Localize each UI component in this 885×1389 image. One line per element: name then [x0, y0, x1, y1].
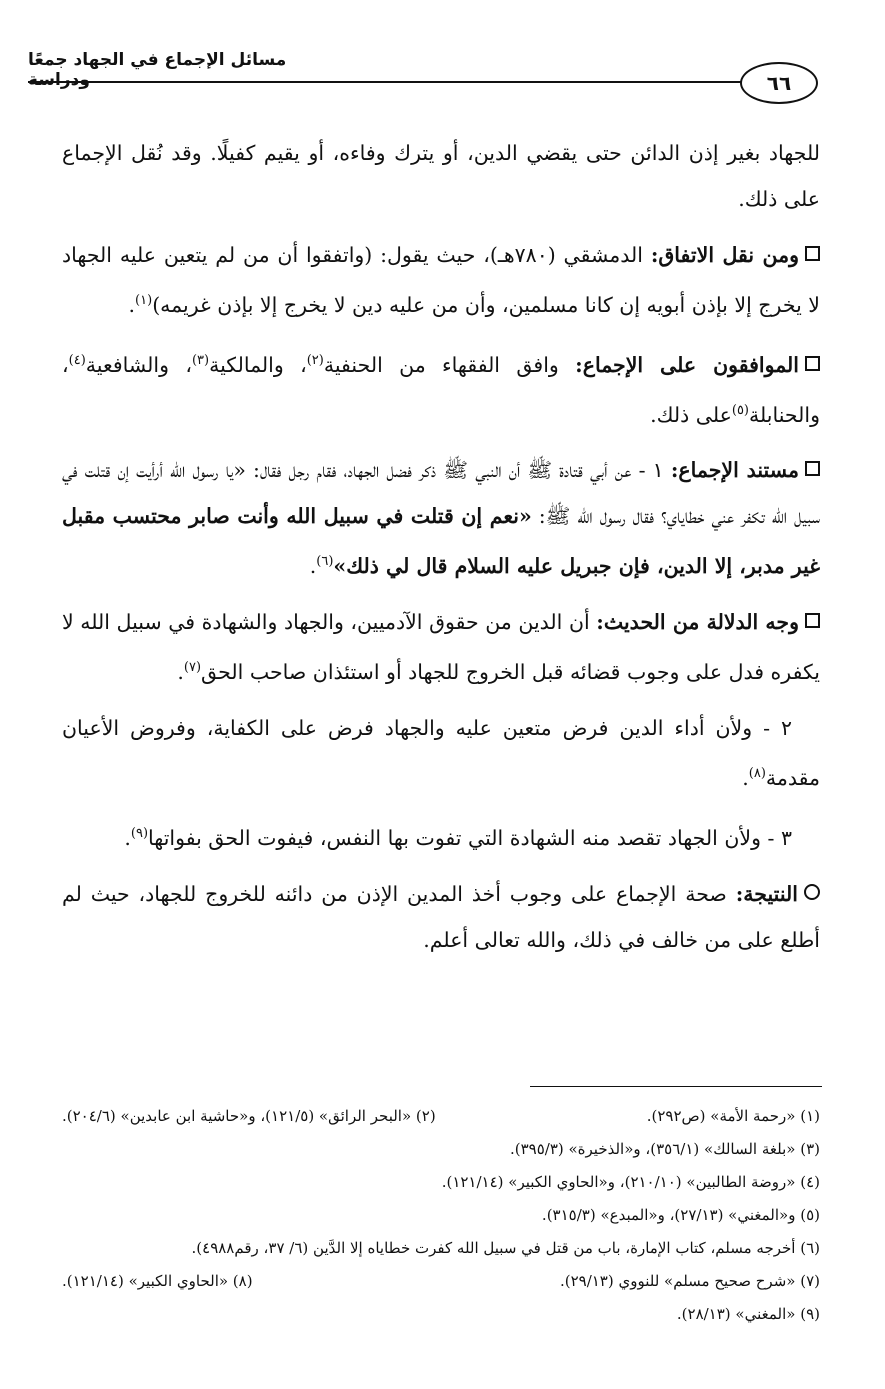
hadith-quote: «نعم إن قتلت في سبيل الله وأنت صابر محتسب مقبل غير مدبر، إلا الدين، فإن جبريل عليه السلام قال لي ذلك»	[62, 504, 820, 579]
footnote-row	[62, 1232, 820, 1265]
footnote-row	[62, 1199, 820, 1232]
footnote: (٧) «شرح صحيح مسلم» للنووي (٢٩/١٣).	[559, 1272, 820, 1290]
paragraph-text: ، والمالكية	[209, 352, 307, 377]
paragraph-text: الدمشقي (٧٨٠هـ)، حيث يقول: (واتفقوا أن من لم يتعين عليه الجهاد لا يخرج إلا بإذن أبويه إن كانا مسلمين، وأن من عليه دين لا يخرج إلا بإذن غريمه)	[62, 243, 820, 317]
punctuation: .	[124, 825, 131, 850]
paragraph-text: ، والشافعية	[85, 352, 192, 377]
footnote-ref: (٩)	[130, 825, 149, 841]
footnote-separator	[530, 1086, 822, 1087]
section-label: النتيجة:	[735, 881, 798, 906]
paragraph-text: صحة الإجماع على وجوب أخذ المدين الإذن من دائنه للخروج للجهاد، حيث لم أطلع على من خالف في ذلك، والله تعالى أعلم.	[62, 881, 820, 952]
paragraph-point-2	[62, 705, 820, 801]
paragraph-result	[62, 871, 820, 963]
footnote-ref: (٥)	[731, 402, 749, 418]
section-label: ومن نقل الاتفاق:	[650, 243, 799, 267]
section-label: الموافقون على الإجماع:	[575, 352, 799, 377]
circle-bullet-icon	[804, 884, 820, 900]
paragraph-continuation	[62, 130, 820, 222]
punctuation: .	[177, 660, 184, 685]
square-bullet-icon	[805, 613, 820, 628]
footnote-ref: (٤)	[68, 352, 86, 368]
paragraph-inference	[62, 599, 820, 695]
paragraph-text: وافق الفقهاء من الحنفية	[323, 352, 559, 377]
section-label: مستند الإجماع:	[670, 458, 799, 483]
paragraph-evidence	[62, 447, 820, 589]
page-number: ٦٦	[740, 62, 818, 104]
footnote: (٨) «الحاوي الكبير» (١٢١/١٤).	[62, 1272, 253, 1290]
footnote-row	[62, 1298, 820, 1331]
footnote-row	[62, 1166, 820, 1199]
footnote: (٩) «المغني» (٢٨/١٣).	[676, 1305, 820, 1323]
paragraph-text: على ذلك.	[650, 402, 732, 427]
footnote: (٤) «روضة الطالبين» (٢١٠/١٠)، و«الحاوي الكبير» (١٢١/١٤).	[441, 1173, 820, 1191]
footnote: (٦) أخرجه مسلم، كتاب الإمارة، باب من قتل في سبيل الله كفرت خطاياه إلا الدَّين (٦/ ٣٧، رقم٤٩٨٨).	[191, 1239, 820, 1257]
footnote-ref: (٦)	[316, 554, 334, 570]
paragraph-text: ، والحنابلة	[62, 352, 820, 427]
punctuation: .	[742, 765, 749, 790]
punctuation: .	[309, 554, 317, 579]
section-label: وجه الدلالة من الحديث:	[596, 610, 799, 635]
paragraph-text: ٣ - ولأن الجهاد تقصد منه الشهادة التي تفوت بها النفس، فيفوت الحق بفواتها	[148, 825, 792, 850]
paragraph-consensus-report	[62, 232, 820, 328]
footnote-row	[62, 1265, 820, 1298]
running-header-title: مسائل الإجماع في الجهاد جمعًا ودراسة	[28, 50, 287, 90]
footnote-ref: (٢)	[306, 352, 324, 368]
footnote: (١) «رحمة الأمة» (ص٢٩٢).	[646, 1107, 820, 1125]
footnote-ref: (١)	[135, 293, 153, 308]
square-bullet-icon	[805, 356, 820, 371]
paragraph-point-3	[62, 811, 820, 861]
main-text	[62, 130, 820, 973]
footnotes	[62, 1100, 820, 1331]
punctuation: .	[128, 292, 136, 317]
footnote: (٢) «البحر الرائق» (١٢١/٥)، و«حاشية ابن عابدين» (٢٠٤/٦).	[62, 1107, 436, 1125]
footnote-ref: (٣)	[191, 352, 210, 368]
footnote-row	[62, 1133, 820, 1166]
square-bullet-icon	[805, 246, 820, 261]
paragraph-text: للجهاد بغير إذن الدائن حتى يقضي الدين، أو يترك وفاءه، أو يقيم كفيلًا. وقد نُقل الإجماع على ذلك.	[62, 141, 820, 211]
paragraph-text: ١ - عن أبي قتادة ﷺ أن النبي ﷺ ذكر فضل الجهاد، فقام رجل فقال: «يا رسول الله أرأيت إن قتلت في سبيل الله تكفر عني خطاياي؟ فقال رسول الله ﷺ:	[62, 458, 820, 529]
header-rule	[28, 81, 758, 83]
footnote-row	[62, 1100, 820, 1133]
paragraph-agreeing-scholars	[62, 338, 820, 438]
footnote-ref: (٨)	[748, 766, 766, 782]
footnote: (٣) «بلغة السالك» (٣٥٦/١)، و«الذخيرة» (٣٩٥/٣).	[509, 1140, 820, 1158]
footnote-ref: (٧)	[183, 660, 202, 676]
paragraph-text: ٢ - ولأن أداء الدين فرض متعين عليه والجهاد فرض على الكفاية، وفروض الأعيان مقدمة	[62, 716, 820, 790]
footnote: (٥) و«المغني» (٢٧/١٣)، و«المبدع» (٣١٥/٣).	[541, 1206, 820, 1224]
paragraph-text: أن الدين من حقوق الآدميين، والجهاد والشهادة في سبيل الله لا يكفره فدل على وجوب قضائه قبل الخروج للجهاد أو استئذان صاحب الحق	[62, 610, 820, 685]
square-bullet-icon	[805, 461, 820, 476]
